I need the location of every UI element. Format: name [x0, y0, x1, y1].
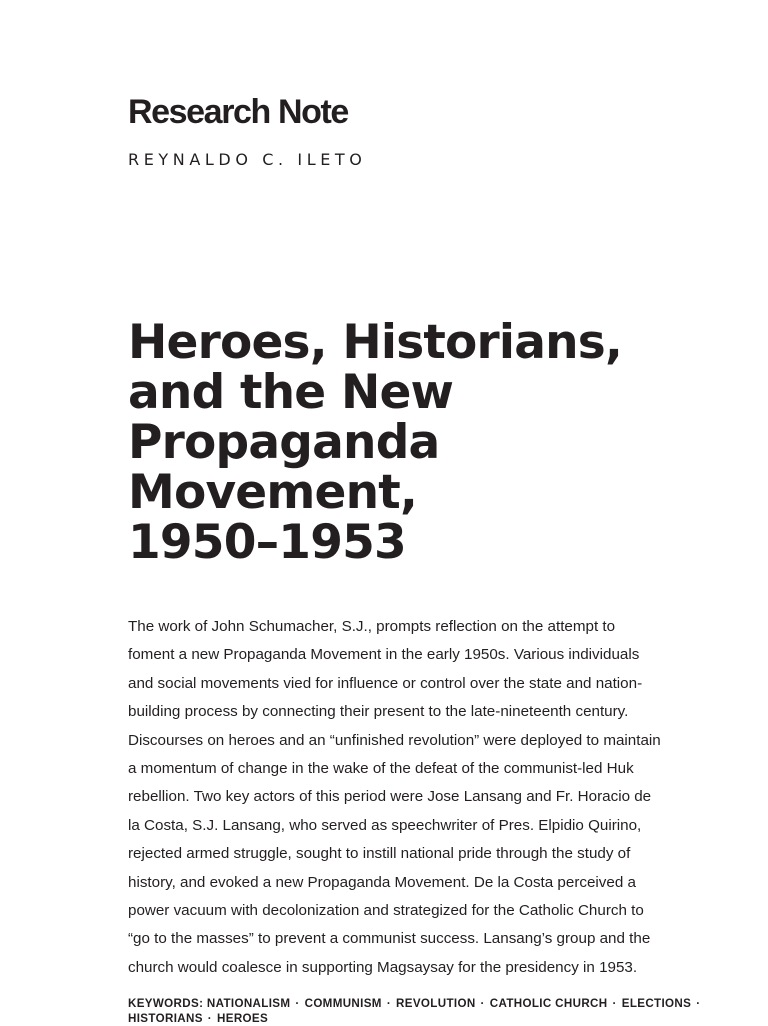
keyword-separator: · — [207, 1012, 213, 1025]
keyword: REVOLUTION — [396, 997, 476, 1010]
abstract-line: building process by connecting their present to the late-nineteenth century. — [128, 703, 629, 721]
abstract-line: rebellion. Two key actors of this period were Jose Lansang and Fr. Horacio de — [128, 788, 652, 806]
abstract-line: a momentum of change in the wake of the defeat of the communist-led Huk — [128, 760, 634, 778]
keywords — [128, 996, 708, 1026]
abstract-line: and social movements vied for influence or control over the state and nation- — [128, 674, 643, 692]
keyword: HISTORIANS — [128, 1012, 203, 1025]
abstract-line: foment a new Propaganda Movement in the early 1950s. Various individuals — [128, 646, 640, 664]
article-title — [128, 315, 688, 570]
abstract-line: church would coalesce in supporting Magsaysay for the presidency in 1953. — [128, 958, 638, 976]
abstract-line: “go to the masses” to prevent a communist success. Lansang’s group and the — [128, 930, 651, 948]
title-line: 1950–1953 — [128, 515, 406, 570]
abstract-line: The work of John Schumacher, S.J., prompts reflection on the attempt to — [128, 618, 616, 635]
keyword: COMMUNISM — [304, 997, 382, 1010]
keyword-separator: · — [480, 997, 485, 1010]
abstract-line: history, and evoked a new Propaganda Movement. De la Costa perceived a — [128, 873, 636, 891]
title-line: Propaganda — [128, 415, 440, 470]
keyword-separator: · — [696, 997, 701, 1010]
keyword: ELECTIONS — [621, 997, 692, 1010]
section-label: Research Note — [128, 93, 348, 131]
keyword-separator: · — [612, 997, 617, 1010]
author-name: REYNALDO C. ILETO — [128, 150, 367, 169]
title-line: Movement, — [128, 465, 418, 520]
abstract-line: rejected armed struggle, sought to instill national pride through the study of — [128, 845, 631, 863]
keyword-separator: · — [295, 997, 300, 1010]
abstract-line: la Costa, S.J. Lansang, who served as speechwriter of Pres. Elpidio Quirino, — [128, 816, 642, 834]
abstract — [128, 613, 696, 982]
keyword: CATHOLIC CHURCH — [489, 997, 608, 1010]
keywords-label: KEYWORDS: — [128, 997, 204, 1010]
keyword: HEROES — [217, 1012, 269, 1025]
keyword: NATIONALISM — [206, 997, 291, 1010]
keyword-separator: · — [386, 997, 392, 1010]
abstract-line: power vacuum with decolonization and strategized for the Catholic Church to — [128, 902, 644, 920]
title-line: Heroes, Historians, — [128, 315, 623, 370]
title-line: and the New — [128, 365, 454, 420]
abstract-line: Discourses on heroes and an “unfinished revolution” were deployed to maintain — [128, 731, 661, 749]
